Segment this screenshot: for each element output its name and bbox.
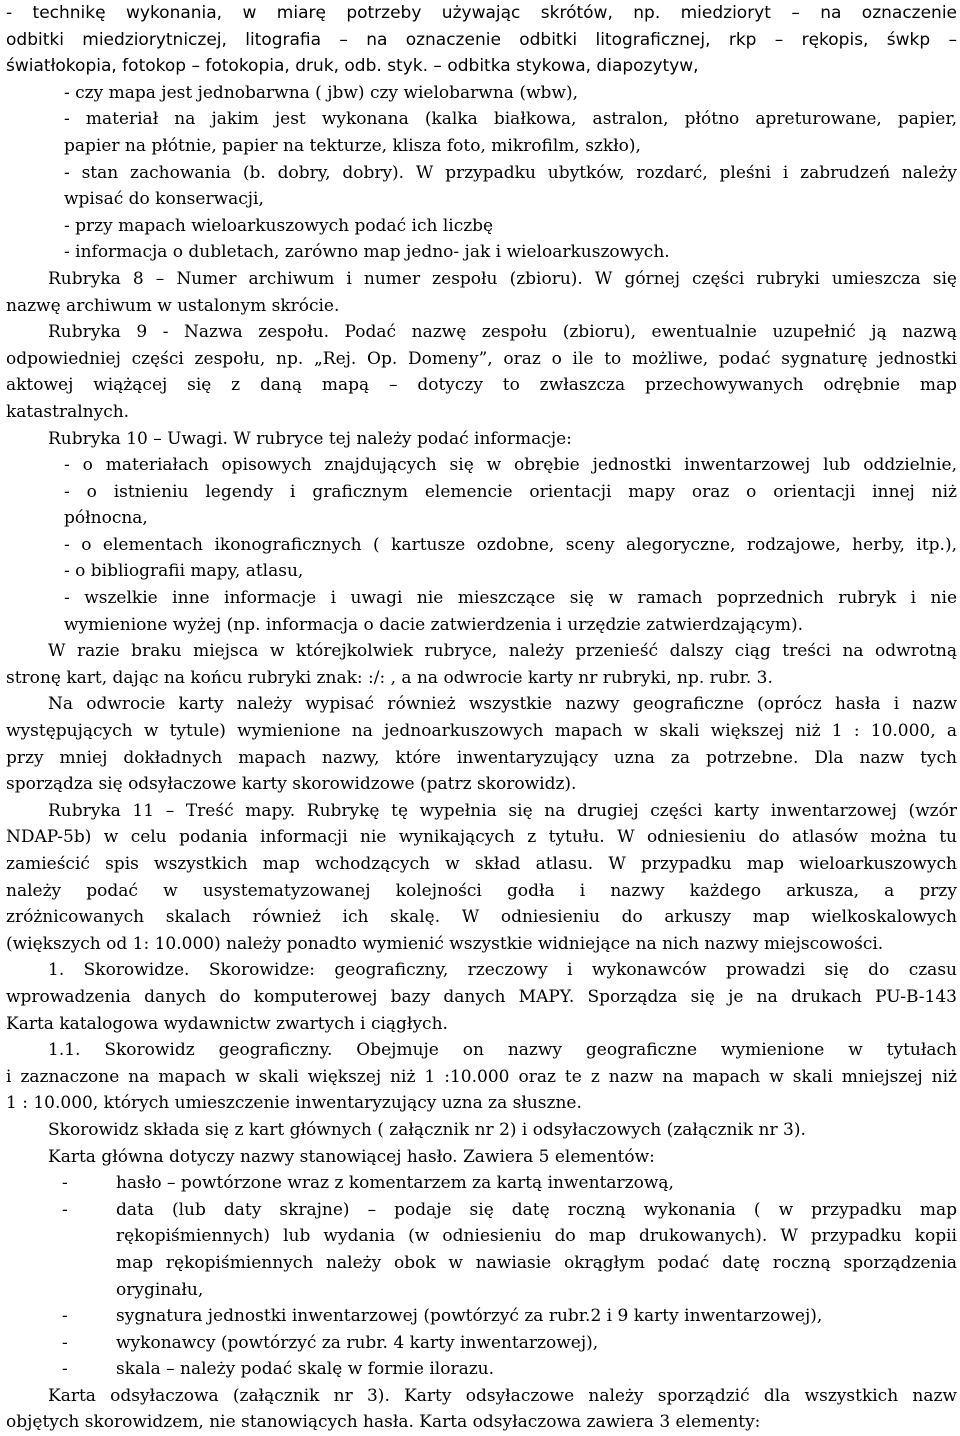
text-line: sporządza się odsyłaczowe karty skorowidzowe (patrz skorowidz).	[6, 774, 577, 795]
list-item: - o elementach ikonograficznych ( kartusze ozdobne, sceny alegoryczne, rodzajowe, herby, itp.),	[64, 534, 957, 555]
text-line: światłokopia, fotokop – fotokopia, druk, odb. styk. – odbitka stykowa, diapozytyw,	[6, 56, 699, 77]
paragraph-line: W razie braku miejsca w którejkolwiek rubryce, należy przenieść dalszy ciąg treści na odwrotną	[48, 641, 957, 662]
text-line: nazwę archiwum w ustalonym skrócie.	[6, 295, 340, 316]
list-dash: -	[62, 1332, 68, 1353]
text-line: zamieścić spis wszystkich map wchodzących w skład atlasu. W przypadku map wieloarkuszowych	[6, 854, 957, 874]
list-item	[6, 1330, 957, 1357]
section-rubryka-8: Rubryka 8 – Numer archiwum i numer zespołu (zbioru). W górnej części rubryki umieszcza się	[48, 268, 957, 289]
list-item-text: sygnatura jednostki inwentarzowej (powtórzyć za rubr.2 i 9 karty inwentarzowej),	[116, 1306, 823, 1327]
list-item: - informacja o dubletach, zarówno map jedno- jak i wieloarkuszowych.	[64, 242, 670, 263]
section-rubryka-9: Rubryka 9 - Nazwa zespołu. Podać nazwę zespołu (zbioru), ewentualnie uzupełnić ją nazwą	[48, 322, 957, 343]
list-dash: -	[62, 1359, 68, 1380]
list-item: - o materiałach opisowych znajdujących się w obrębie jednostki inwentarzowej lub oddzielnie,	[64, 455, 957, 476]
text-line: wpisać do konserwacji,	[64, 189, 264, 210]
text-line: przy mniej dokładnych mapach nazwy, które inwentaryzujący uzna za potrzebne. Dla nazw tych	[6, 747, 957, 768]
text-line: odpowiedniej części zespołu, np. „Rej. Op. Domeny”, oraz o ile to możliwe, podać sygnaturę jednostki	[6, 348, 957, 369]
paragraph-line: Karta odsyłaczowa (załącznik nr 3). Karty odsyłaczowe należy sporządzić dla wszystkich nazw	[48, 1385, 957, 1406]
text-line: (większych od 1: 10.000) należy ponadto wymienić wszystkie widniejące na nich nazwy miejscowości.	[6, 933, 884, 954]
list-item-text: skala – należy podać skalę w formie ilorazu.	[116, 1359, 495, 1380]
paragraph-line: Karta główna dotyczy nazwy stanowiącej hasło. Zawiera 5 elementów:	[48, 1146, 655, 1167]
text-line: map rękopiśmiennych należy obok w nawiasie okrągłym podać datę roczną sporządzenia	[116, 1252, 957, 1273]
section-skorowidze: 1. Skorowidze. Skorowidze: geograficzny, rzeczowy i wykonawców prowadzi się do czasu	[48, 960, 957, 981]
list-item: - czy mapa jest jednobarwna ( jbw) czy wielobarwna (wbw),	[64, 82, 579, 103]
text-line: 1 : 10.000, których umieszczenie inwentaryzujący uzna za słuszne.	[6, 1093, 582, 1114]
text-line: stronę kart, dając na końcu rubryki znak: :/: , a na odwrocie karty nr rubryki, np. rubr. 3.	[6, 667, 773, 688]
section-rubryka-11: Rubryka 11 – Treść mapy. Rubrykę tę wypełnia się na drugiej części karty inwentarzowej (wzór	[48, 800, 957, 821]
text-line: katastralnych.	[6, 401, 130, 422]
list-item: - stan zachowania (b. dobry, dobry). W przypadku ubytków, rozdarć, pleśni i zabrudzeń należy	[64, 162, 957, 183]
list-item	[6, 1356, 957, 1383]
list-dash: -	[62, 1173, 68, 1194]
list-item-text: hasło – powtórzone wraz z komentarzem za kartą inwentarzową,	[116, 1173, 674, 1194]
text-line: - technikę wykonania, w miarę potrzeby używając skrótów, np. miedzioryt – na oznaczenie	[6, 3, 957, 23]
text-line: oryginału,	[116, 1279, 204, 1300]
paragraph-line: Na odwrocie karty należy wypisać również wszystkie nazwy geograficzne (oprócz hasła i nazw	[48, 694, 957, 715]
list-item: - materiał na jakim jest wykonana (kalka białkowa, astralon, płótno apreturowane, papier,	[64, 109, 957, 130]
text-line: NDAP-5b) w celu podania informacji nie wynikających z tytułu. W odniesieniu do atlasów można tu	[6, 827, 957, 848]
list-item: - o bibliografii mapy, atlasu,	[64, 561, 304, 582]
list-item	[6, 1170, 957, 1197]
section-rubryka-10: Rubryka 10 – Uwagi. W rubryce tej należy podać informacje:	[48, 428, 572, 449]
text-line: występujących w tytule) wymienione na jednoarkuszowych mapach w skali większej niż 1 : 10.000, a	[6, 721, 957, 742]
text-line: należy podać w usystematyzowanej kolejności godła i nazwy każdego arkusza, a przy	[6, 880, 957, 901]
paragraph-line: Skorowidz składa się z kart głównych ( załącznik nr 2) i odsyłaczowych (załącznik nr 3).	[48, 1119, 806, 1140]
text-line: zróżnicowanych skalach również ich skalę. W odniesieniu do arkuszy map wielkoskalowych	[6, 907, 957, 928]
text-line: wprowadzenia danych do komputerowej bazy danych MAPY. Sporządza się je na drukach PU-B-143	[6, 986, 957, 1007]
text-line: i zaznaczone na mapach w skali większej niż 1 :10.000 oraz te z nazw na mapach w skali mniejszej niż	[6, 1066, 957, 1087]
text-line: rękopiśmiennych) lub wydania (w odniesieniu do map drukowanych). W przypadku kopii	[116, 1226, 957, 1247]
list-item: - przy mapach wieloarkuszowych podać ich liczbę	[64, 215, 494, 236]
list-item	[6, 1197, 957, 1224]
text-line: wymienione wyżej (np. informacja o dacie zatwierdzenia i urzędzie zatwierdzającym).	[64, 614, 803, 635]
text-line: aktowej wiążącej się z daną mapą – dotyczy to zwłaszcza przechowywanych odrębnie map	[6, 375, 957, 396]
list-item: - wszelkie inne informacje i uwagi nie mieszczące się w ramach poprzednich rubryk i nie	[64, 588, 957, 609]
text-line: północna,	[64, 508, 148, 529]
list-dash: -	[62, 1199, 68, 1220]
list-item-text: wykonawcy (powtórzyć za rubr. 4 karty inwentarzowej),	[116, 1332, 599, 1353]
text-line: objętych skorowidzem, nie stanowiących hasła. Karta odsyłaczowa zawiera 3 elementy:	[6, 1412, 761, 1433]
section-skorowidz-geograficzny: 1.1. Skorowidz geograficzny. Obejmuje on nazwy geograficzne wymienione w tytułach	[48, 1040, 957, 1061]
text-line: papier na płótnie, papier na tekturze, klisza foto, mikrofilm, szkło),	[64, 135, 641, 156]
text-line: Karta katalogowa wydawnictw zwartych i ciągłych.	[6, 1013, 448, 1034]
list-item	[6, 1303, 957, 1330]
list-item: - o istnieniu legendy i graficznym elemencie orientacji mapy oraz o orientacji innej niż	[64, 481, 957, 502]
text-line: odbitki miedziorytniczej, litografia – na oznaczenie odbitki litograficznej, rkp – rękopis, śwkp –	[6, 29, 957, 50]
list-dash: -	[62, 1306, 68, 1327]
list-item-text: data (lub daty skrajne) – podaje się datę roczną wykonania ( w przypadku map	[116, 1199, 957, 1220]
